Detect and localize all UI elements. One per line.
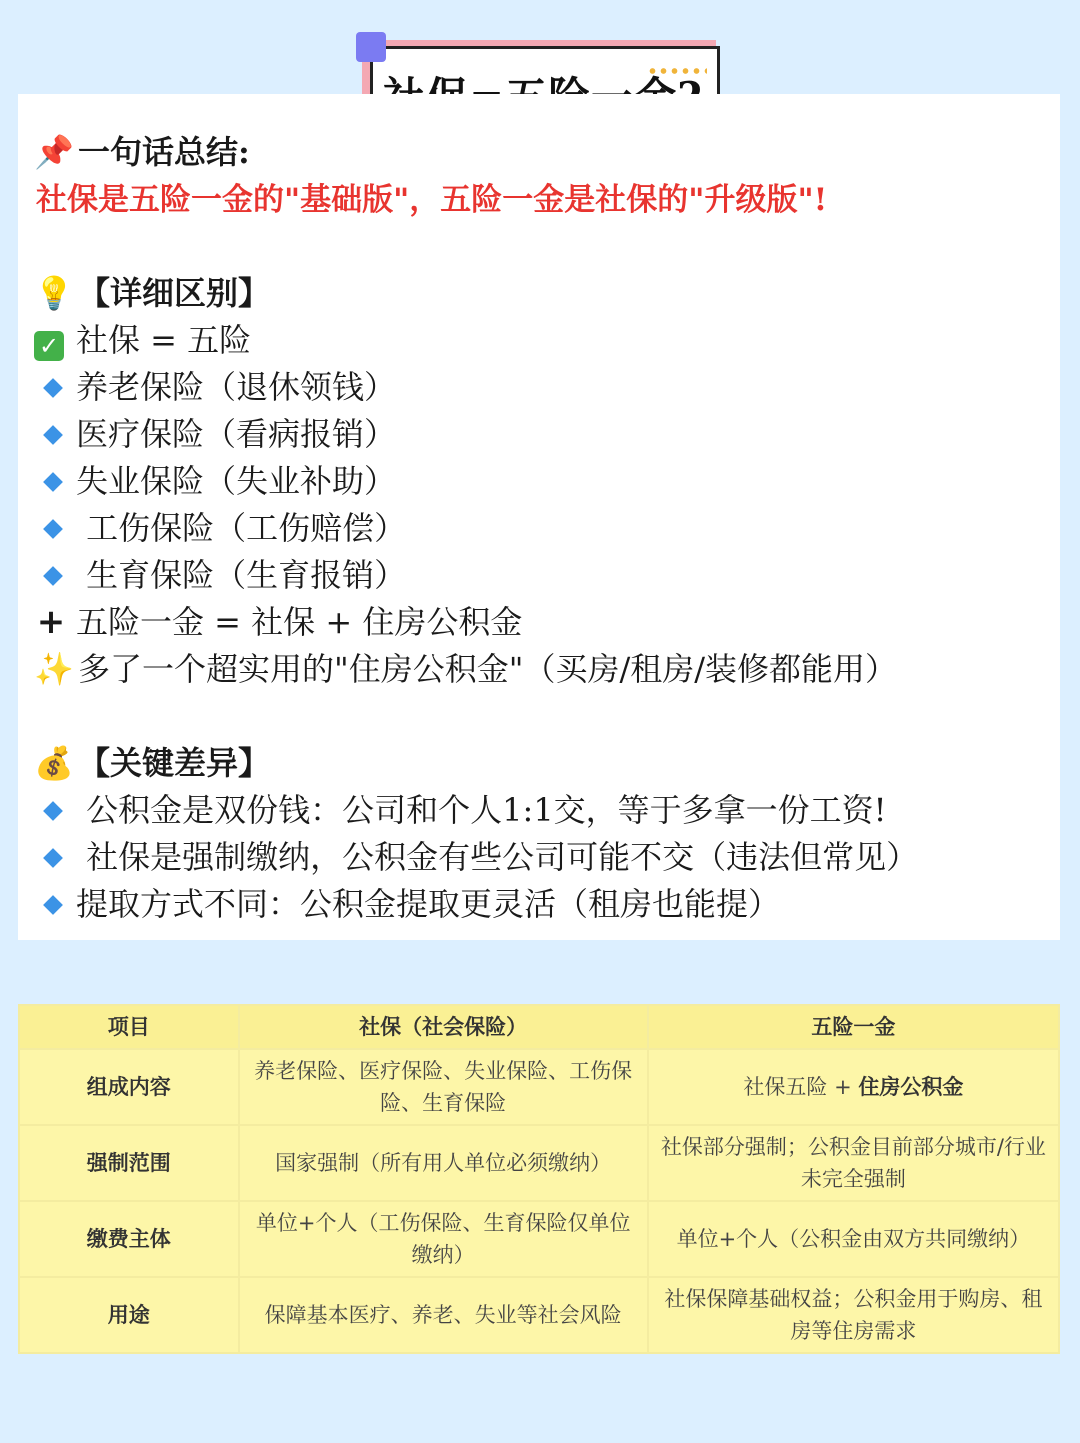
table-cell: 养老保险、医疗保险、失业保险、工伤保险、生育保险	[239, 1049, 648, 1125]
diamond-icon	[43, 566, 63, 586]
table-row	[19, 1277, 1059, 1353]
diamond-icon	[43, 895, 63, 915]
sparkles-icon: ✨	[34, 650, 74, 688]
list-item: 医疗保险（看病报销）	[34, 414, 396, 454]
pushpin-icon: 📌	[34, 133, 74, 171]
table-row-header: 缴费主体	[19, 1201, 239, 1277]
table-cell: 单位+个人（工伤保险、生育保险仅单位缴纳）	[239, 1201, 648, 1277]
diamond-icon	[43, 801, 63, 821]
table-header: 五险一金	[648, 1005, 1059, 1049]
table-row	[19, 1049, 1059, 1125]
plus-icon: +	[36, 602, 66, 642]
summary-heading	[34, 132, 250, 172]
list-item: 提取方式不同：公积金提取更灵活（租房也能提）	[34, 884, 780, 924]
money-bag-icon: 💰	[34, 744, 74, 782]
diamond-icon	[43, 425, 63, 445]
list-item: 工伤保险（工伤赔偿）	[34, 508, 406, 548]
table-header: 社保（社会保险）	[239, 1005, 648, 1049]
details-line-1	[34, 320, 251, 361]
details-heading	[34, 273, 270, 313]
table-row-header: 强制范围	[19, 1125, 239, 1201]
table-header: 项目	[19, 1005, 239, 1049]
key-heading: 💰 【关键差异】	[34, 744, 271, 782]
square-decoration	[356, 32, 386, 62]
diamond-icon	[43, 848, 63, 868]
summary-text: 社保是五险一金的"基础版"，五险一金是社保的"升级版"!	[36, 182, 828, 218]
details-heading-text: 【详细区别】	[78, 274, 271, 312]
table-cell: 国家强制（所有用人单位必须缴纳）	[239, 1125, 648, 1201]
table-cell: 社保保障基础权益；公积金用于购房、租房等住房需求	[648, 1277, 1059, 1353]
diamond-icon	[43, 472, 63, 492]
table-row-header: 组成内容	[19, 1049, 239, 1125]
list-item: 生育保险（生育报销）	[34, 555, 406, 595]
table-cell: 社保五险 + 住房公积金	[648, 1049, 1059, 1125]
diamond-icon	[43, 519, 63, 539]
table-row-header: 用途	[19, 1277, 239, 1353]
details-line-1-text: 社保 = 五险	[76, 321, 252, 359]
content-card	[18, 94, 1060, 940]
comparison-table	[18, 1004, 1060, 1354]
dots-decoration	[647, 67, 707, 75]
list-item: 社保是强制缴纳，公积金有些公司可能不交（违法但常见）	[34, 837, 918, 877]
check-icon: ✓	[34, 331, 64, 361]
list-item: 失业保险（失业补助）	[34, 461, 396, 501]
summary-heading-text: 一句话总结:	[78, 133, 250, 171]
diamond-icon	[43, 378, 63, 398]
details-line-3: ✨ 多了一个超实用的"住房公积金"（买房/租房/装修都能用）	[34, 650, 898, 688]
table-cell-bold: 住房公积金	[858, 1075, 964, 1099]
table-cell: 社保部分强制；公积金目前部分城市/行业未完全强制	[648, 1125, 1059, 1201]
lightbulb-icon: 💡	[34, 274, 74, 312]
table-cell: 单位+个人（公积金由双方共同缴纳）	[648, 1201, 1059, 1277]
table-row	[19, 1125, 1059, 1201]
list-item: 养老保险（退休领钱）	[34, 367, 396, 407]
table-row	[19, 1201, 1059, 1277]
table-cell: 保障基本医疗、养老、失业等社会风险	[239, 1277, 648, 1353]
table-header-row	[19, 1005, 1059, 1049]
details-line-2: + 五险一金 = 社保 + 住房公积金	[34, 602, 522, 642]
list-item: 公积金是双份钱：公司和个人1:1交，等于多拿一份工资!	[34, 790, 887, 830]
